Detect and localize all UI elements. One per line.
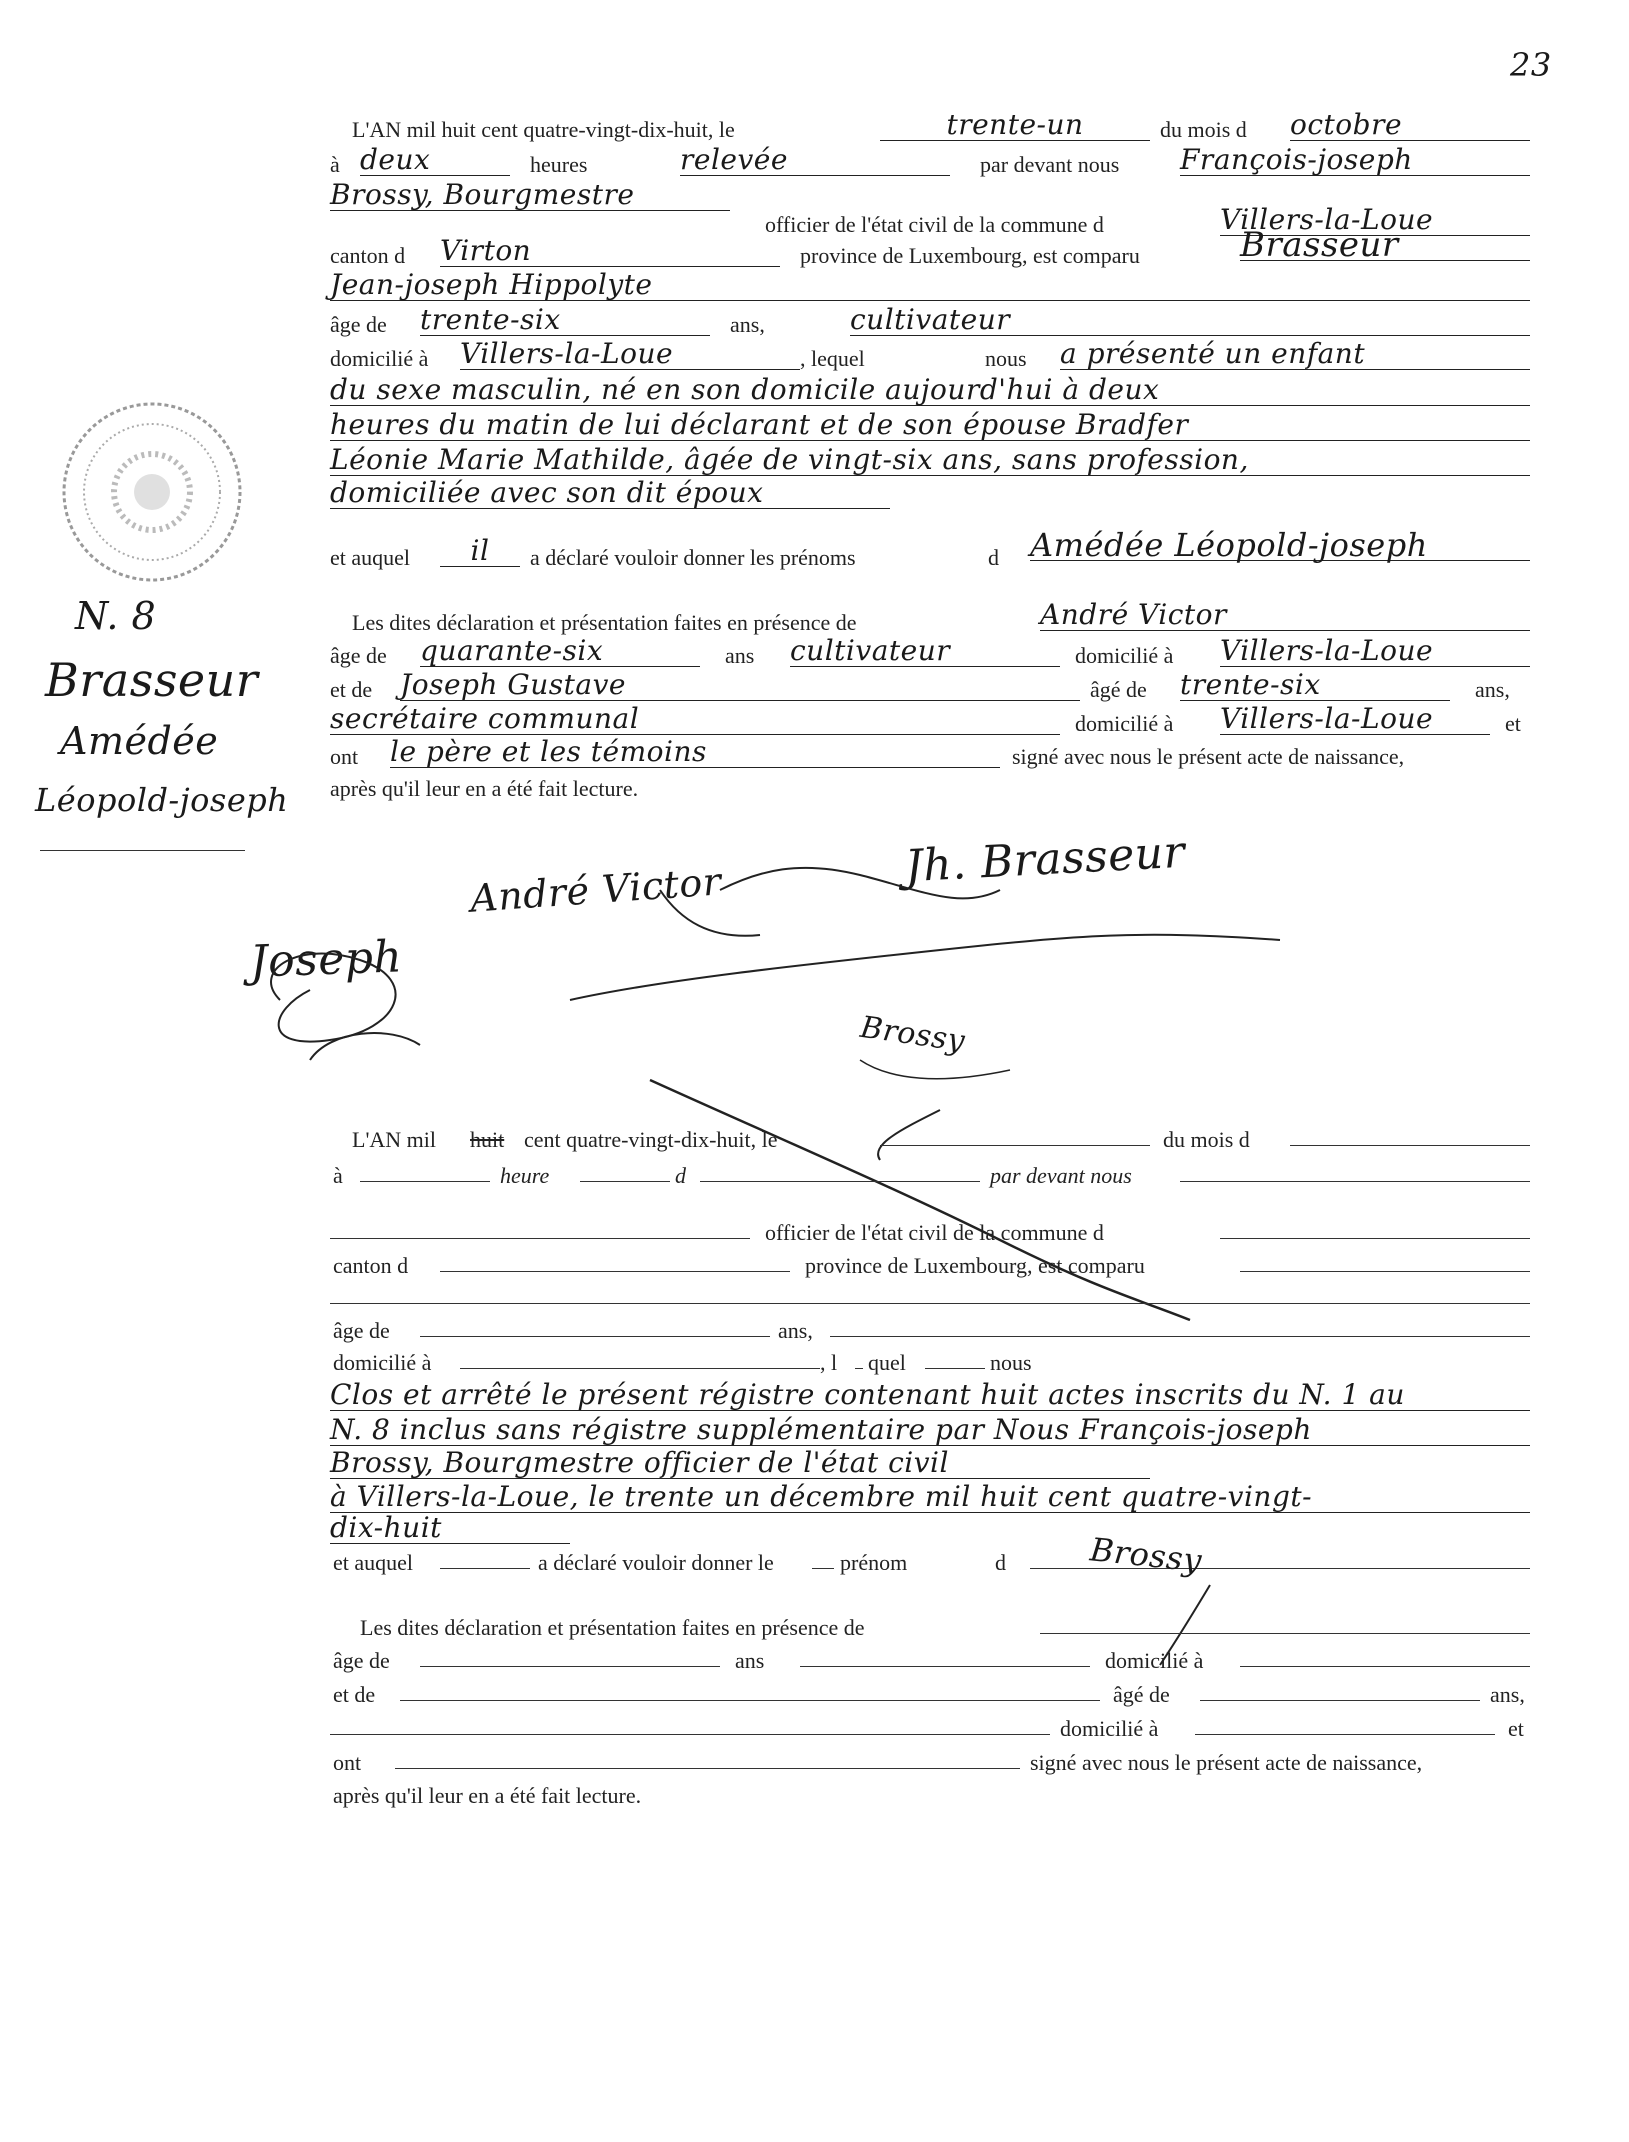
act2-line3-blank1 [330, 1238, 750, 1239]
margin-underline [40, 850, 245, 851]
act1-statement-line5: domiciliée avec son dit époux [330, 478, 890, 509]
act2-line4-text1: canton d [333, 1253, 409, 1278]
closure-line5: dix-huit [330, 1513, 570, 1544]
act1-time-of-day: relevée [680, 145, 950, 176]
act2-line2-text2: heure [500, 1163, 550, 1188]
act1-line16-text1: domicilié à [1075, 711, 1174, 736]
act1-declarant-profession: cultivateur [850, 305, 1530, 336]
act2-line7-blank3 [925, 1368, 985, 1369]
act2-line17-blank [395, 1768, 1020, 1769]
signature-flourishes [240, 826, 1340, 1110]
act1-line17-text2: signé avec nous le présent acte de naissance, [1012, 744, 1405, 769]
act1-witness1-profession: cultivateur [790, 636, 1060, 667]
act2-line5-blank [330, 1303, 1530, 1304]
act2-line1-text2: cent quatre-vingt-dix-huit, le [524, 1127, 778, 1152]
act2-line6-text1: âge de [333, 1318, 390, 1343]
margin-surname: Brasseur [45, 653, 259, 707]
act1-declarant-age: trente-six [420, 305, 710, 336]
act1-official-name: Brossy, Bourgmestre [330, 180, 730, 211]
act2-line17-text2: signé avec nous le présent acte de naissance, [1030, 1750, 1423, 1775]
act1-witness2-name: Joseph Gustave [400, 670, 1080, 701]
act2-line16-text2: et [1508, 1716, 1524, 1741]
official-seal-stamp [55, 395, 250, 590]
margin-act-number: N. 8 [75, 594, 157, 638]
act2-line1-blank2 [1290, 1145, 1530, 1146]
act1-witness1-age: quarante-six [420, 636, 700, 667]
act1-line2-text3: par devant nous [980, 152, 1120, 177]
act1-line12-text3: d [988, 545, 999, 570]
act1-line4-text1: canton d [330, 243, 406, 268]
act2-line4-blank2 [1240, 1271, 1530, 1272]
act1-statement-line3: heures du matin de lui déclarant et de son épouse Bradfer [330, 410, 1530, 441]
act2-line3-text1: officier de l'état civil de la commune d [765, 1220, 1104, 1245]
act2-line7-text4: nous [990, 1350, 1032, 1375]
act2-line2-blank4 [1180, 1181, 1530, 1182]
act2-line7-text3: quel [868, 1350, 906, 1375]
act2-line17-text1: ont [333, 1750, 362, 1775]
act2-line7-text1: domicilié à [333, 1350, 432, 1375]
act1-line1-text1: L'AN mil huit cent quatre-vingt-dix-huit, le [352, 117, 735, 142]
act2-line12-text1: et auquel [333, 1550, 414, 1575]
act2-line16-blank1 [330, 1734, 1050, 1735]
act1-line2-text2: heures [530, 152, 588, 177]
margin-given-name-2: Léopold-joseph [35, 781, 289, 819]
act2-line14-text3: domicilié à [1105, 1648, 1204, 1673]
closure-line2: N. 8 inclus sans régistre supplémentaire par Nous François-joseph [330, 1415, 1530, 1446]
act2-line2-text3: d [675, 1163, 686, 1188]
act2-line2-text4: par devant nous [990, 1163, 1132, 1188]
act1-line7-text2: , lequel [800, 346, 865, 371]
act2-line4-blank1 [440, 1271, 790, 1272]
act1-statement-line1: a présenté un enfant [1060, 339, 1530, 370]
act2-line13-text1: Les dites déclaration et présentation faites en présence de [360, 1615, 865, 1640]
act1-child-given-names: Amédée Léopold-joseph [1030, 530, 1530, 561]
act2-line14-blank2 [800, 1666, 1090, 1667]
act1-line1-text2: du mois d [1160, 117, 1247, 142]
act2-line6-blank1 [420, 1336, 770, 1337]
act1-witness1-name: André Victor [1040, 600, 1530, 631]
act1-line4-text2: province de Luxembourg, est comparu [800, 243, 1140, 268]
act2-line14-text2: ans [735, 1648, 765, 1673]
act2-line7-blank2 [855, 1368, 863, 1369]
act1-declarant-given-names: Jean-joseph Hippolyte [330, 270, 1530, 301]
act2-line14-blank1 [420, 1666, 720, 1667]
act2-line14-blank3 [1240, 1666, 1530, 1667]
act2-line12-blank2 [812, 1568, 834, 1569]
act2-line2-blank2 [580, 1181, 670, 1182]
act2-line13-blank [1040, 1633, 1530, 1634]
act1-line12-text2: a déclaré vouloir donner les prénoms [530, 545, 856, 570]
act2-line12-text4: d [995, 1550, 1006, 1575]
act2-line1-blank1 [880, 1145, 1150, 1146]
closure-line3: Brossy, Bourgmestre officier de l'état civil [330, 1448, 1150, 1479]
act2-line15-blank2 [1200, 1700, 1480, 1701]
act1-line15-text2: âgé de [1090, 677, 1147, 702]
act1-line18-text1: après qu'il leur en a été fait lecture. [330, 776, 639, 801]
act2-line12-text2: a déclaré vouloir donner le [538, 1550, 774, 1575]
act1-line14-text2: ans [725, 643, 755, 668]
signature-andre-victor: André Victor [468, 859, 723, 921]
act1-line12-text1: et auquel [330, 545, 411, 570]
act1-canton: Virton [440, 236, 780, 267]
signature-joseph: Joseph [249, 931, 404, 988]
act1-official-firstname: François-joseph [1180, 145, 1530, 176]
act2-line16-blank2 [1195, 1734, 1495, 1735]
act2-line7-blank1 [460, 1368, 820, 1369]
act2-line18-text1: après qu'il leur en a été fait lecture. [333, 1783, 642, 1808]
act1-witness2-profession: secrétaire communal [330, 704, 1060, 735]
act2-line15-blank1 [400, 1700, 1100, 1701]
act2-line2-blank1 [360, 1181, 490, 1182]
act1-line14-text3: domicilié à [1075, 643, 1174, 668]
act1-declarant-surname: Brasseur [1240, 230, 1530, 261]
act1-line2-text1: à [330, 152, 340, 177]
act2-line14-text1: âge de [333, 1648, 390, 1673]
act2-line3-blank2 [1220, 1238, 1530, 1239]
act2-line1-struck-word: huit [470, 1127, 505, 1152]
act1-day: trente-un [880, 110, 1150, 141]
act1-line13-text1: Les dites déclaration et présentation faites en présence de [352, 610, 857, 635]
act2-line15-text3: ans, [1490, 1682, 1525, 1707]
signature-brossy: Brossy [858, 1009, 968, 1060]
act2-line15-text2: âgé de [1113, 1682, 1170, 1707]
act1-line15-text1: et de [330, 677, 373, 702]
act1-statement-line2: du sexe masculin, né en son domicile aujourd'hui à deux [330, 375, 1530, 406]
act1-month: octobre [1290, 110, 1530, 141]
closure-line1: Clos et arrêté le présent régistre contenant huit actes inscrits du N. 1 au [330, 1380, 1530, 1411]
cancellation-stroke [640, 1070, 1200, 1330]
act1-line17-text1: ont [330, 744, 359, 769]
act1-line15-text3: ans, [1475, 677, 1510, 702]
act2-line15-text1: et de [333, 1682, 376, 1707]
act2-line16-text1: domicilié à [1060, 1716, 1159, 1741]
act1-statement-line4: Léonie Marie Mathilde, âgée de vingt-six ans, sans profession, [330, 445, 1530, 476]
act1-line16-text2: et [1505, 711, 1521, 736]
act1-commune: Villers-la-Loue [1220, 205, 1530, 236]
act2-line2-blank3 [700, 1181, 980, 1182]
act2-line6-blank2 [830, 1336, 1530, 1337]
act1-witness2-domicile: Villers-la-Loue [1220, 704, 1490, 735]
act2-line12-text3: prénom [840, 1550, 908, 1575]
act2-line7-text2: , l [820, 1350, 838, 1375]
act1-declarant-domicile: Villers-la-Loue [460, 339, 800, 370]
act2-line2-text1: à [333, 1163, 343, 1188]
act1-signers: le père et les témoins [390, 737, 1000, 768]
act1-line6-text2: ans, [730, 312, 765, 337]
act2-line12-blank1 [440, 1568, 530, 1569]
act2-line6-text2: ans, [778, 1318, 813, 1343]
closure-line4: à Villers-la-Loue, le trente un décembre mil huit cent quatre-vingt- [330, 1482, 1530, 1513]
act1-line7-text1: domicilié à [330, 346, 429, 371]
act1-pronoun: il [440, 536, 520, 567]
page-number: 23 [1510, 46, 1552, 84]
act1-line3-text1: officier de l'état civil de la commune d [765, 212, 1104, 237]
act1-line6-text1: âge de [330, 312, 387, 337]
act1-line14-text1: âge de [330, 643, 387, 668]
signature-brasseur: Jh. Brasseur [903, 826, 1187, 893]
act2-line1-text3: du mois d [1163, 1127, 1250, 1152]
act2-line4-text2: province de Luxembourg, est comparu [805, 1253, 1145, 1278]
act1-hour: deux [360, 145, 510, 176]
act1-witness1-domicile: Villers-la-Loue [1220, 636, 1530, 667]
closure-signature-brossy: Brossy [1088, 1530, 1204, 1580]
margin-given-name-1: Amédée [60, 719, 219, 763]
act2-line1-text1: L'AN mil [352, 1127, 437, 1152]
act1-witness2-age: trente-six [1180, 670, 1450, 701]
act1-line7-text3: nous [985, 346, 1027, 371]
